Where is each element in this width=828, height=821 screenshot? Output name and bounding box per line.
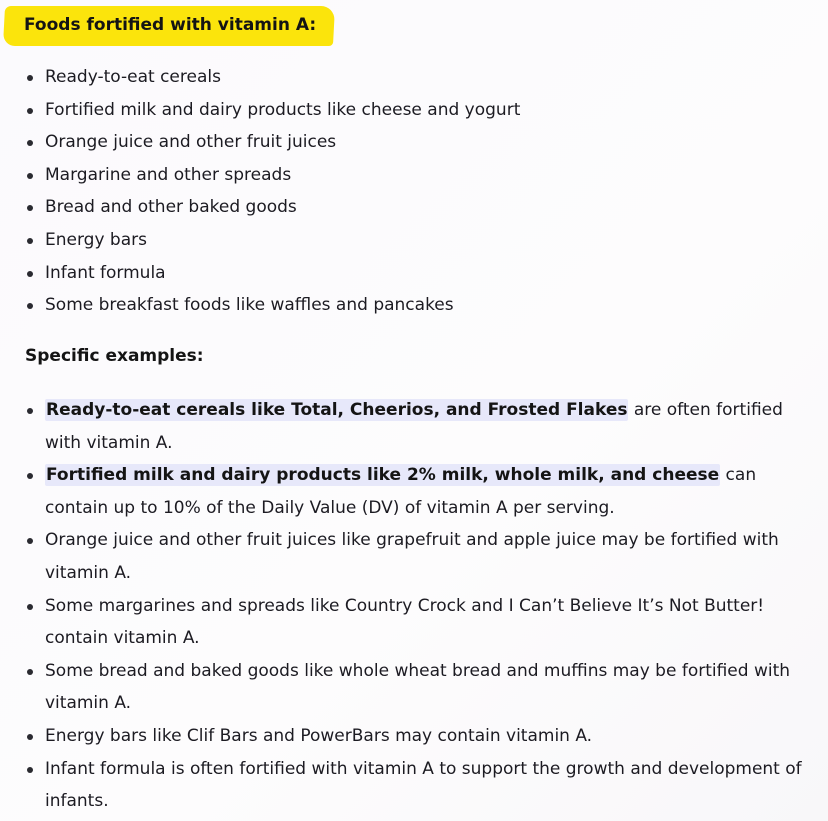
list-item-text: Some margarines and spreads like Country Crock and I Can’t Believe It’s Not Butter! contain vitamin A. (45, 595, 765, 649)
list-item (0, 459, 828, 524)
list-item-text: Energy bars like Clif Bars and PowerBars may contain vitamin A. (45, 725, 593, 746)
list-item-text: Infant formula is often fortified with vitamin A to support the growth and development of infants. (45, 758, 802, 812)
section-heading: Foods fortified with vitamin A: (24, 15, 317, 35)
list-item (0, 720, 828, 753)
list-item: Energy bars (0, 224, 828, 257)
heading-block (4, 6, 334, 46)
list-item: Bread and other baked goods (0, 191, 828, 224)
list-item-text: are often fortified with vitamin A. (45, 400, 783, 453)
list-item (0, 655, 828, 720)
list-item: Some breakfast foods like waffles and pancakes (0, 289, 828, 322)
highlighted-phrase: Ready-to-eat cereals like Total, Cheerios, and Frosted Flakes (46, 400, 628, 420)
list-item (0, 394, 828, 459)
list-item (0, 590, 828, 655)
list-item: Ready-to-eat cereals (0, 61, 828, 94)
list-item: Margarine and other spreads (0, 159, 828, 192)
list-item: Fortified milk and dairy products like cheese and yogurt (0, 94, 828, 127)
list-item: Orange juice and other fruit juices (0, 126, 828, 159)
list-item-text: can contain up to 10% of the Daily Value (DV) of vitamin A per serving. (45, 465, 757, 518)
list-item (0, 524, 828, 589)
list-item-text: Some bread and baked goods like whole wheat bread and muffins may be fortified with vitamin A. (45, 660, 791, 714)
fortified-foods-list (0, 61, 828, 322)
examples-list (0, 394, 828, 818)
list-item: Infant formula (0, 257, 828, 290)
specific-examples-heading: Specific examples: (25, 346, 204, 366)
list-item (0, 753, 828, 818)
list-item-text: Orange juice and other fruit juices like grapefruit and apple juice may be fortified with vitamin A. (45, 530, 779, 583)
highlighted-phrase: Fortified milk and dairy products like 2% milk, whole milk, and cheese (46, 465, 720, 486)
